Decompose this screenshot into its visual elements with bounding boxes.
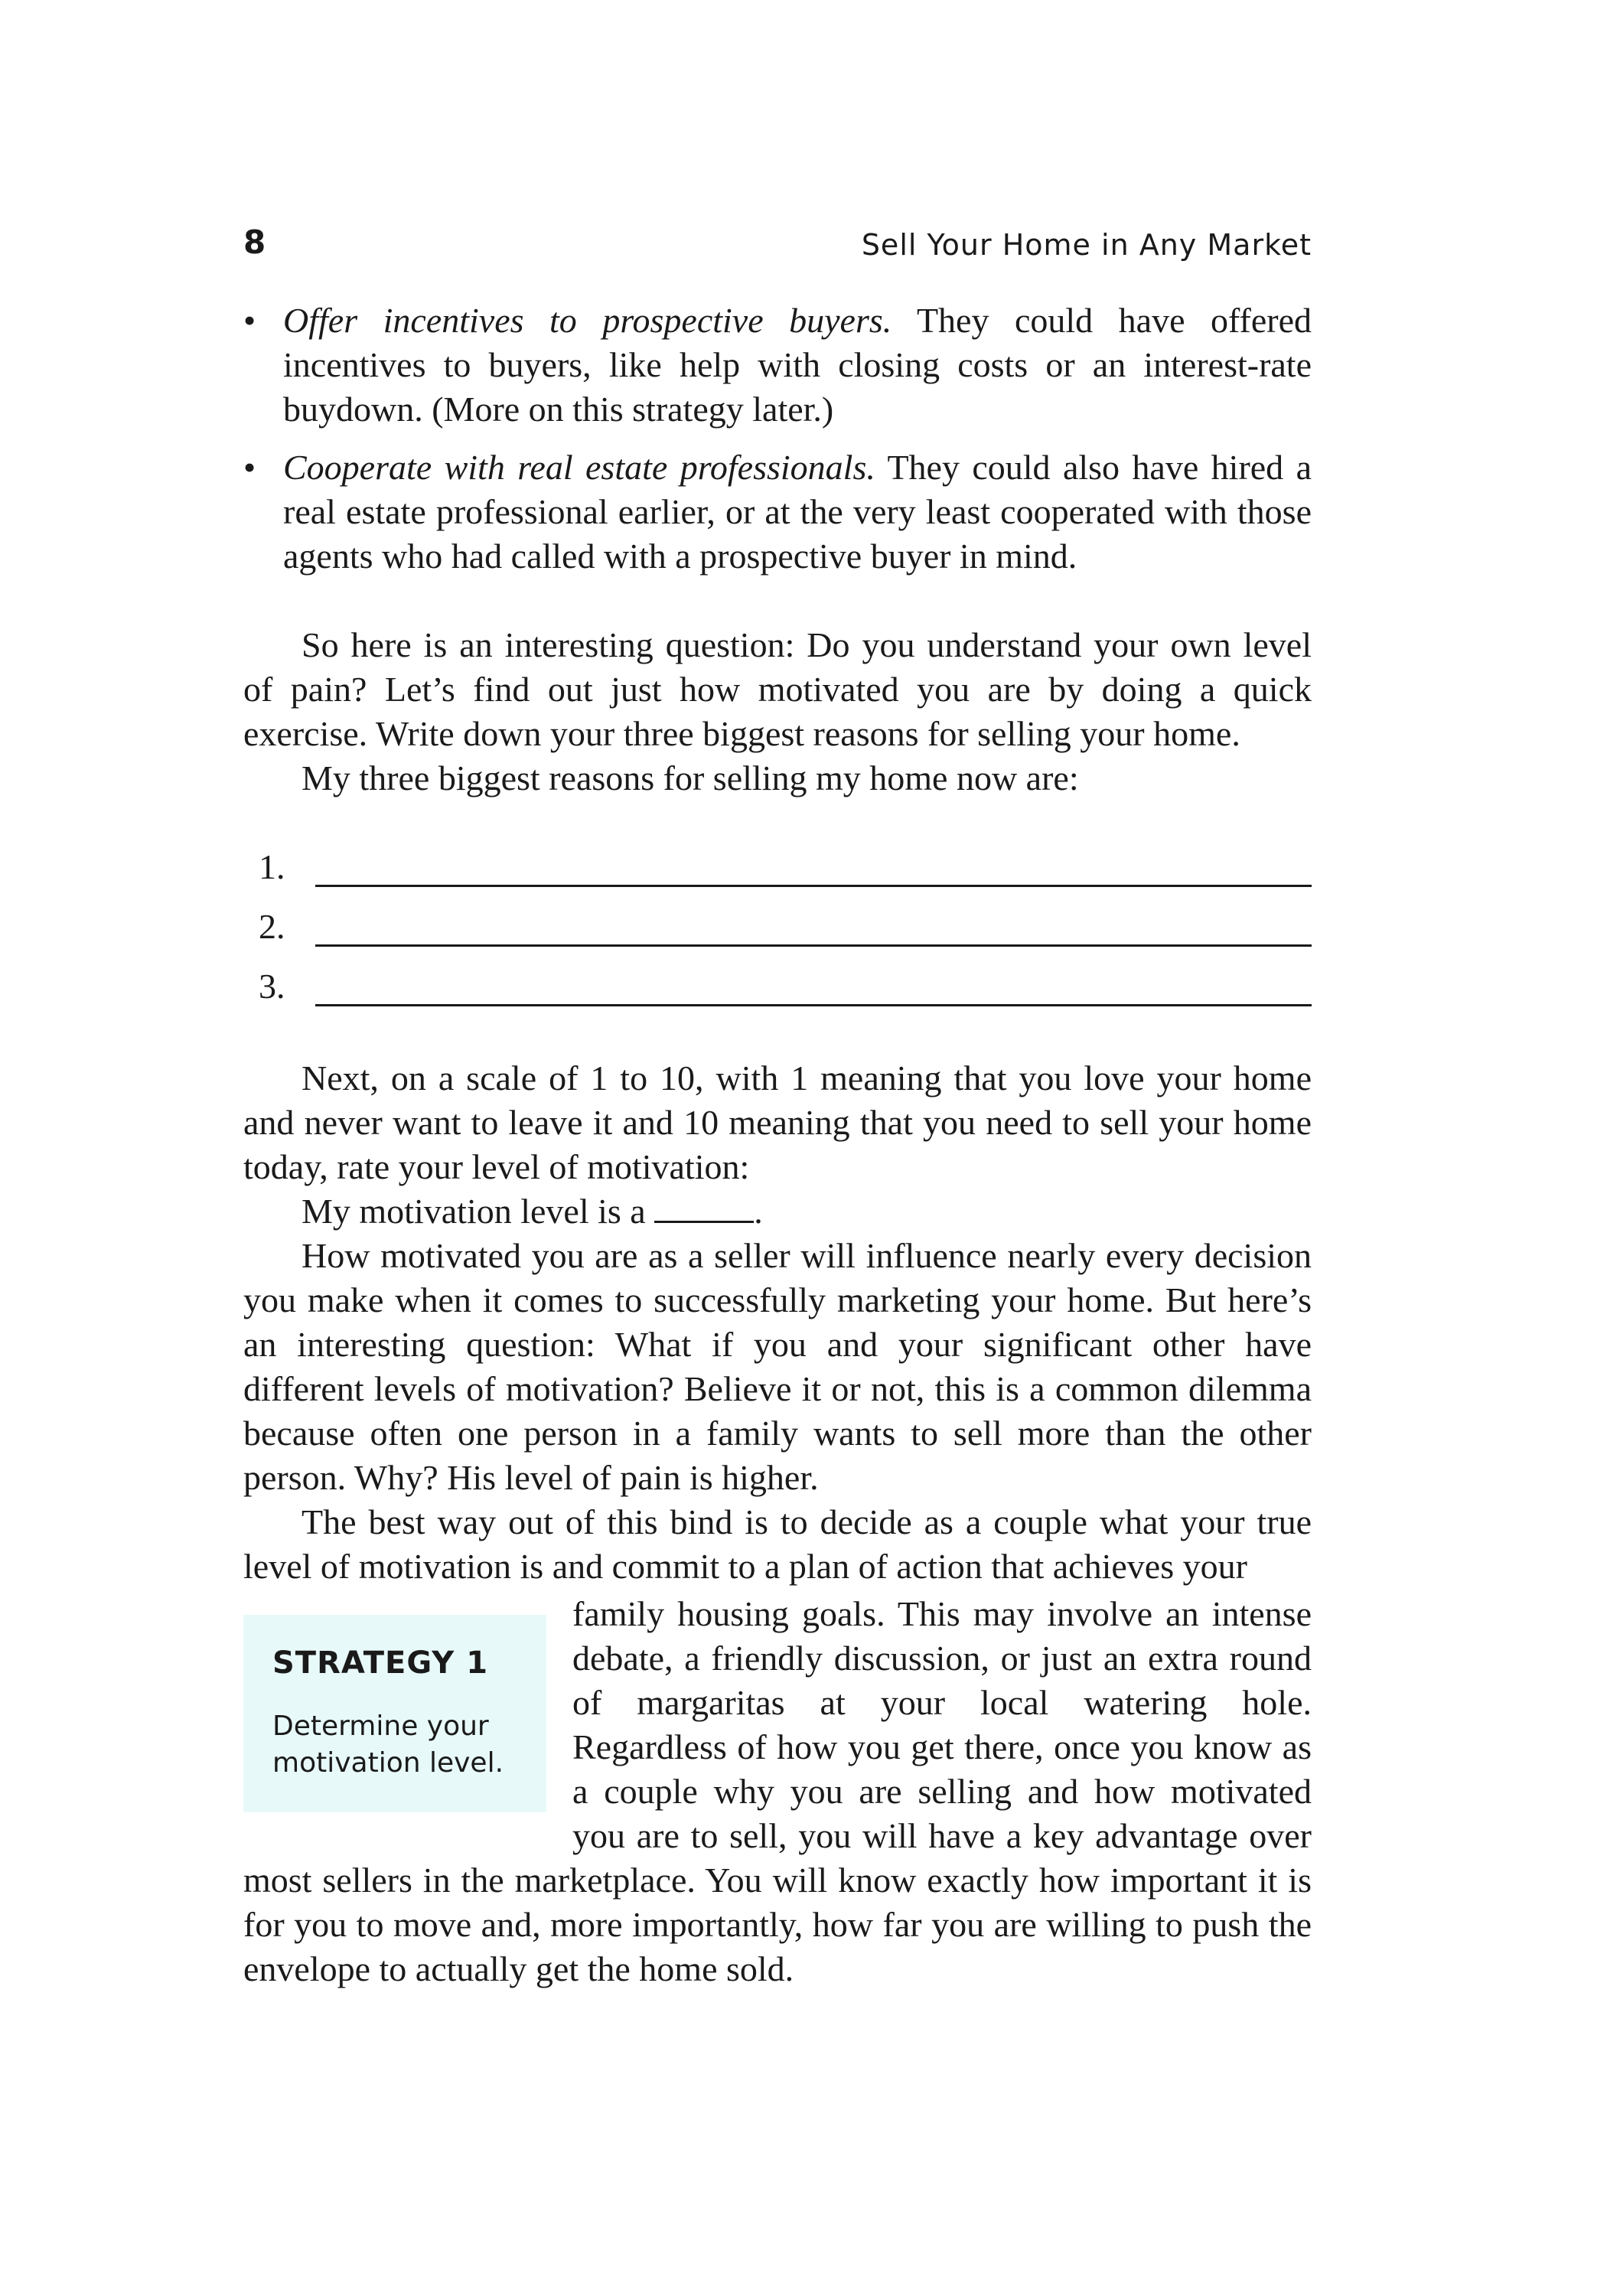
running-head <box>243 223 1312 266</box>
paragraph: Next, on a scale of 1 to 10, with 1 meaning that you love your home and never want to leave it and 10 meaning that you need to sell your home today, rate your level of motivation: <box>243 1058 1312 1186</box>
reasons-prompt: My three biggest reasons for selling my home now are: <box>302 758 1079 797</box>
motivation-suffix: . <box>754 1192 763 1231</box>
book-title: Sell Your Home in Any Market <box>861 228 1312 262</box>
bullet-text: They could also have hired a real estate professional earlier, or at the very least cooperated with those agents who had called with a prospective buyer in mind. <box>283 448 1312 576</box>
paragraph: family housing goals. This may involve an intense debate, a friendly discussion, or just an extra round of margaritas at your local watering hole. Regardless of how you get there, once you know as a couple why you are selling and how motivated you are to sell, you will have a key advantage over most sellers in the marketplace. You will know exactly how important it is for you to move and, more importantly, how far you are willing to push the envelope to actually get the home sold. <box>243 1594 1312 1988</box>
bullet-icon: • <box>243 301 256 340</box>
bullet-text: They could have offered incentives to buyers, like help with closing costs or an interest-rate buydown. (More on this strategy later.) <box>283 301 1312 429</box>
blank-number: 3. <box>259 967 285 1006</box>
blank-line <box>315 1004 1312 1006</box>
blank-number: 1. <box>259 847 285 886</box>
motivation-section <box>243 1056 1312 1589</box>
motivation-prefix: My motivation level is a <box>302 1192 646 1231</box>
motivation-blank <box>654 1190 754 1223</box>
strategy-text: Determine your motivation level. <box>272 1711 504 1779</box>
bullet-item <box>243 445 1312 579</box>
blank-number: 2. <box>259 907 285 946</box>
bullet-lead: Offer incentives to prospective buyers. <box>283 301 892 340</box>
motivation-line <box>243 1189 1312 1234</box>
strategy-title: STRATEGY 1 <box>272 1645 489 1681</box>
bullet-lead: Cooperate with real estate professionals. <box>283 448 875 487</box>
blank-line <box>315 944 1312 947</box>
exercise-intro <box>243 623 1312 801</box>
paragraph: The best way out of this bind is to decide as a couple what your true level of motivation is and commit to a plan of action that achieves your <box>243 1502 1312 1586</box>
reasons-blanks <box>243 845 1312 1024</box>
blank-row <box>243 845 1312 905</box>
strategy-wrap-area <box>243 1592 1312 1991</box>
blank-row <box>243 964 1312 1024</box>
strategy-sidebar <box>243 1615 546 1812</box>
paragraph: How motivated you are as a seller will influence nearly every decision you make when it comes to successfully marketing your home. But here’s an interesting question: What if you and your significant other have different levels of motivation? Believe it or not, this is a common dilemma because often one person in a family wants to sell more than the other person. Why? His level of pain is higher. <box>243 1236 1312 1497</box>
blank-line <box>315 885 1312 887</box>
bullet-item <box>243 298 1312 432</box>
blank-row <box>243 905 1312 964</box>
book-page <box>243 0 1312 2296</box>
paragraph: So here is an interesting question: Do you understand your own level of pain? Let’s find out just how motivated you are by doing a quick exercise. Write down your three biggest reasons for selling your home. <box>243 625 1312 753</box>
bullet-icon: • <box>243 448 256 487</box>
bullet-list <box>243 298 1312 592</box>
page-number: 8 <box>243 223 266 261</box>
